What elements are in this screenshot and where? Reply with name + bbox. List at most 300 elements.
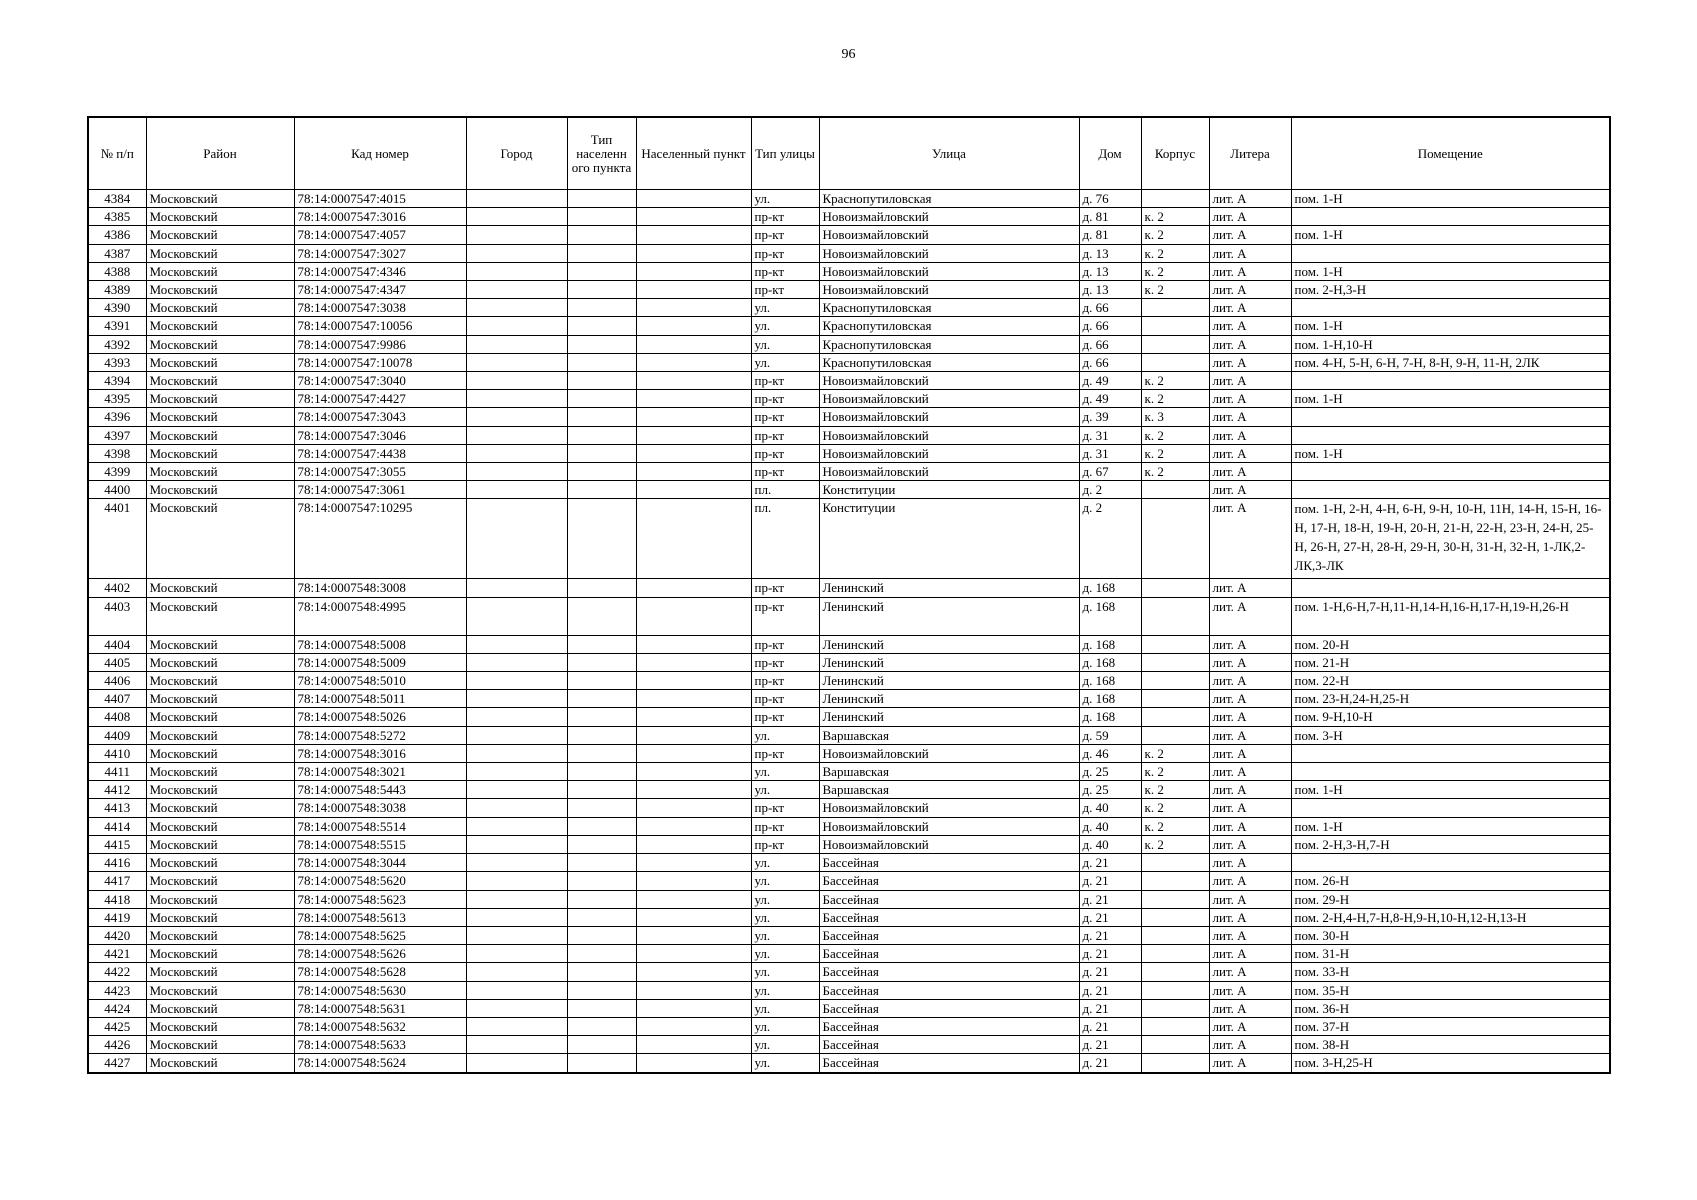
cell-settlement (636, 653, 751, 671)
cell-number: 4413 (88, 799, 146, 817)
cell-house: д. 76 (1079, 190, 1141, 208)
table-row (88, 1054, 1610, 1073)
cell-settlement (636, 579, 751, 597)
cell-district: Московский (146, 444, 294, 462)
cell-street-type: ул. (751, 1017, 819, 1035)
cell-settlement (636, 597, 751, 635)
cell-city (466, 579, 567, 597)
header-letter: Литера (1209, 117, 1291, 190)
table-row (88, 999, 1610, 1017)
cell-city (466, 744, 567, 762)
cell-city (466, 335, 567, 353)
cell-street-type: пр-кт (751, 635, 819, 653)
cell-number: 4384 (88, 190, 146, 208)
cell-city (466, 726, 567, 744)
cell-premises: пом. 2-Н,3-Н (1291, 281, 1610, 299)
cell-premises: пом. 26-Н (1291, 872, 1610, 890)
cell-premises: пом. 1-Н,6-Н,7-Н,11-Н,14-Н,16-Н,17-Н,19-Н,26-Н (1291, 597, 1610, 635)
cell-house: д. 67 (1079, 463, 1141, 481)
cell-district: Московский (146, 372, 294, 390)
header-cadastral-number: Кад номер (294, 117, 466, 190)
cell-letter: лит. А (1209, 597, 1291, 635)
cell-city (466, 597, 567, 635)
cell-number: 4402 (88, 579, 146, 597)
cell-street: Бассейная (819, 981, 1079, 999)
cell-city (466, 635, 567, 653)
cell-settlement (636, 226, 751, 244)
cell-premises: пом. 1-Н (1291, 190, 1610, 208)
cell-letter: лит. А (1209, 981, 1291, 999)
header-settlement-type: Тип населенн ого пункта (567, 117, 636, 190)
cell-city (466, 281, 567, 299)
cell-number: 4400 (88, 481, 146, 499)
cell-house: д. 46 (1079, 744, 1141, 762)
cell-settlement-type (567, 463, 636, 481)
cell-street: Новоизмайловский (819, 835, 1079, 853)
cell-street-type: ул. (751, 1036, 819, 1054)
cell-street-type: пр-кт (751, 408, 819, 426)
cell-building (1141, 926, 1209, 944)
cell-premises: пом. 21-Н (1291, 653, 1610, 671)
cell-number: 4423 (88, 981, 146, 999)
cell-letter: лит. А (1209, 1017, 1291, 1035)
cell-settlement-type (567, 226, 636, 244)
cell-city (466, 262, 567, 280)
cell-premises (1291, 299, 1610, 317)
cell-street-type: пр-кт (751, 579, 819, 597)
cell-settlement (636, 926, 751, 944)
cell-premises: пом. 1-Н,10-Н (1291, 335, 1610, 353)
cell-number: 4417 (88, 872, 146, 890)
cell-city (466, 799, 567, 817)
cell-street: Бассейная (819, 1017, 1079, 1035)
cell-premises (1291, 426, 1610, 444)
cell-street: Краснопутиловская (819, 353, 1079, 371)
cell-street-type: пл. (751, 481, 819, 499)
table-row (88, 963, 1610, 981)
cell-street-type: ул. (751, 945, 819, 963)
cell-number: 4422 (88, 963, 146, 981)
table-row (88, 1036, 1610, 1054)
cell-number: 4412 (88, 781, 146, 799)
cell-cadastral-number: 78:14:0007548:5624 (294, 1054, 466, 1073)
cell-cadastral-number: 78:14:0007548:5008 (294, 635, 466, 653)
cell-building (1141, 635, 1209, 653)
cell-settlement (636, 444, 751, 462)
cell-letter: лит. А (1209, 690, 1291, 708)
cell-building (1141, 597, 1209, 635)
cell-district: Московский (146, 190, 294, 208)
cell-street: Бассейная (819, 999, 1079, 1017)
cell-street-type: ул. (751, 353, 819, 371)
cell-settlement-type (567, 408, 636, 426)
cell-settlement-type (567, 244, 636, 262)
cell-number: 4398 (88, 444, 146, 462)
cell-number: 4386 (88, 226, 146, 244)
cell-street: Ленинский (819, 708, 1079, 726)
table-row (88, 945, 1610, 963)
cell-city (466, 763, 567, 781)
cell-cadastral-number: 78:14:0007548:5613 (294, 908, 466, 926)
cell-house: д. 21 (1079, 908, 1141, 926)
cell-city (466, 908, 567, 926)
cell-city (466, 190, 567, 208)
cell-street-type: пр-кт (751, 463, 819, 481)
cell-settlement (636, 744, 751, 762)
cell-house: д. 168 (1079, 579, 1141, 597)
cell-letter: лит. А (1209, 481, 1291, 499)
cell-district: Московский (146, 1017, 294, 1035)
cell-street: Бассейная (819, 963, 1079, 981)
cell-building (1141, 999, 1209, 1017)
cell-settlement (636, 244, 751, 262)
cell-district: Московский (146, 481, 294, 499)
cell-building: к. 2 (1141, 426, 1209, 444)
cell-building (1141, 653, 1209, 671)
table-row (88, 317, 1610, 335)
cell-premises (1291, 408, 1610, 426)
cell-settlement-type (567, 1017, 636, 1035)
cell-city (466, 299, 567, 317)
cell-house: д. 66 (1079, 317, 1141, 335)
cell-letter: лит. А (1209, 579, 1291, 597)
cell-settlement-type (567, 1036, 636, 1054)
cell-premises: пом. 30-Н (1291, 926, 1610, 944)
header-city: Город (466, 117, 567, 190)
cell-number: 4393 (88, 353, 146, 371)
cell-street-type: пр-кт (751, 426, 819, 444)
cell-letter: лит. А (1209, 281, 1291, 299)
cell-district: Московский (146, 690, 294, 708)
cell-settlement-type (567, 1054, 636, 1073)
cell-house: д. 13 (1079, 262, 1141, 280)
cell-district: Московский (146, 854, 294, 872)
table-row (88, 708, 1610, 726)
cell-house: д. 21 (1079, 872, 1141, 890)
cell-letter: лит. А (1209, 353, 1291, 371)
cell-house: д. 21 (1079, 926, 1141, 944)
cell-district: Московский (146, 244, 294, 262)
cell-house: д. 81 (1079, 226, 1141, 244)
cell-building (1141, 299, 1209, 317)
cell-district: Московский (146, 945, 294, 963)
cell-cadastral-number: 78:14:0007548:5514 (294, 817, 466, 835)
table-row (88, 499, 1610, 579)
cell-street: Варшавская (819, 781, 1079, 799)
cell-letter: лит. А (1209, 872, 1291, 890)
cell-district: Московский (146, 908, 294, 926)
cell-settlement (636, 726, 751, 744)
cell-district: Московский (146, 317, 294, 335)
cell-number: 4411 (88, 763, 146, 781)
cell-cadastral-number: 78:14:0007548:5628 (294, 963, 466, 981)
cell-number: 4409 (88, 726, 146, 744)
cell-settlement-type (567, 690, 636, 708)
cell-house: д. 40 (1079, 835, 1141, 853)
cell-house: д. 168 (1079, 635, 1141, 653)
cell-building (1141, 854, 1209, 872)
cell-city (466, 708, 567, 726)
cell-building: к. 3 (1141, 408, 1209, 426)
cell-house: д. 21 (1079, 963, 1141, 981)
cell-number: 4410 (88, 744, 146, 762)
cell-premises (1291, 372, 1610, 390)
cell-street-type: пр-кт (751, 817, 819, 835)
cell-number: 4406 (88, 672, 146, 690)
cell-settlement-type (567, 763, 636, 781)
table-row (88, 744, 1610, 762)
table-row (88, 444, 1610, 462)
cell-settlement-type (567, 597, 636, 635)
cell-street-type: ул. (751, 981, 819, 999)
cell-street-type: ул. (751, 908, 819, 926)
cell-premises: пом. 1-Н (1291, 781, 1610, 799)
cell-building (1141, 890, 1209, 908)
cell-street: Краснопутиловская (819, 190, 1079, 208)
cell-street: Новоизмайловский (819, 262, 1079, 280)
cell-building (1141, 672, 1209, 690)
cell-cadastral-number: 78:14:0007547:4057 (294, 226, 466, 244)
cell-city (466, 817, 567, 835)
cell-premises: пом. 1-Н (1291, 317, 1610, 335)
cell-cadastral-number: 78:14:0007548:5632 (294, 1017, 466, 1035)
table-row (88, 335, 1610, 353)
cell-premises: пом. 3-Н (1291, 726, 1610, 744)
cell-premises: пом. 4-Н, 5-Н, 6-Н, 7-Н, 8-Н, 9-Н, 11-Н, 2ЛК (1291, 353, 1610, 371)
cell-street: Бассейная (819, 926, 1079, 944)
cell-letter: лит. А (1209, 835, 1291, 853)
cell-city (466, 317, 567, 335)
cell-street-type: пр-кт (751, 690, 819, 708)
cell-settlement-type (567, 353, 636, 371)
table-row (88, 981, 1610, 999)
cell-premises: пом. 23-Н,24-Н,25-Н (1291, 690, 1610, 708)
cell-house: д. 2 (1079, 481, 1141, 499)
cell-district: Московский (146, 597, 294, 635)
cell-building: к. 2 (1141, 262, 1209, 280)
cell-district: Московский (146, 463, 294, 481)
cell-district: Московский (146, 1036, 294, 1054)
cell-number: 4399 (88, 463, 146, 481)
cell-street: Варшавская (819, 763, 1079, 781)
cell-cadastral-number: 78:14:0007548:5443 (294, 781, 466, 799)
cell-cadastral-number: 78:14:0007547:4346 (294, 262, 466, 280)
cell-number: 4401 (88, 499, 146, 579)
cell-house: д. 13 (1079, 281, 1141, 299)
cell-street-type: ул. (751, 726, 819, 744)
cell-letter: лит. А (1209, 653, 1291, 671)
cell-street: Новоизмайловский (819, 744, 1079, 762)
cell-cadastral-number: 78:14:0007548:5515 (294, 835, 466, 853)
cell-number: 4405 (88, 653, 146, 671)
cell-district: Московский (146, 999, 294, 1017)
cell-letter: лит. А (1209, 726, 1291, 744)
cell-city (466, 463, 567, 481)
cell-cadastral-number: 78:14:0007547:3055 (294, 463, 466, 481)
cell-city (466, 499, 567, 579)
cell-letter: лит. А (1209, 799, 1291, 817)
cell-district: Московский (146, 672, 294, 690)
cell-district: Московский (146, 799, 294, 817)
cell-settlement-type (567, 499, 636, 579)
cell-street-type: пр-кт (751, 597, 819, 635)
cell-letter: лит. А (1209, 908, 1291, 926)
cell-street: Новоизмайловский (819, 817, 1079, 835)
cell-settlement-type (567, 372, 636, 390)
header-number: № п/п (88, 117, 146, 190)
cell-number: 4404 (88, 635, 146, 653)
cell-settlement (636, 335, 751, 353)
cell-settlement (636, 708, 751, 726)
cell-city (466, 1017, 567, 1035)
cell-settlement (636, 317, 751, 335)
cell-settlement (636, 981, 751, 999)
cell-settlement (636, 635, 751, 653)
cell-building (1141, 690, 1209, 708)
cell-settlement-type (567, 653, 636, 671)
cell-house: д. 25 (1079, 763, 1141, 781)
cell-cadastral-number: 78:14:0007547:10295 (294, 499, 466, 579)
cell-district: Московский (146, 390, 294, 408)
cell-house: д. 13 (1079, 244, 1141, 262)
cell-settlement-type (567, 890, 636, 908)
cell-street: Новоизмайловский (819, 226, 1079, 244)
cell-settlement (636, 426, 751, 444)
cell-street: Бассейная (819, 890, 1079, 908)
cell-letter: лит. А (1209, 890, 1291, 908)
cell-number: 4385 (88, 208, 146, 226)
cell-building (1141, 579, 1209, 597)
cell-cadastral-number: 78:14:0007548:5633 (294, 1036, 466, 1054)
cell-city (466, 426, 567, 444)
cell-house: д. 21 (1079, 945, 1141, 963)
cell-street-type: пл. (751, 499, 819, 579)
cell-building: к. 2 (1141, 208, 1209, 226)
cell-settlement (636, 945, 751, 963)
table-row (88, 426, 1610, 444)
cell-district: Московский (146, 299, 294, 317)
cell-district: Московский (146, 963, 294, 981)
cell-settlement (636, 763, 751, 781)
cell-district: Московский (146, 281, 294, 299)
cell-house: д. 168 (1079, 597, 1141, 635)
cell-settlement (636, 672, 751, 690)
table-row (88, 372, 1610, 390)
cell-district: Московский (146, 335, 294, 353)
cell-cadastral-number: 78:14:0007548:5623 (294, 890, 466, 908)
cell-house: д. 39 (1079, 408, 1141, 426)
cell-settlement-type (567, 981, 636, 999)
cell-street-type: ул. (751, 335, 819, 353)
cell-cadastral-number: 78:14:0007547:3046 (294, 426, 466, 444)
cell-settlement-type (567, 908, 636, 926)
cell-building: к. 2 (1141, 781, 1209, 799)
cell-city (466, 999, 567, 1017)
cell-district: Московский (146, 835, 294, 853)
cell-street: Краснопутиловская (819, 335, 1079, 353)
table-row (88, 854, 1610, 872)
cell-street-type: ул. (751, 781, 819, 799)
cell-district: Московский (146, 872, 294, 890)
cell-district: Московский (146, 890, 294, 908)
cell-building (1141, 353, 1209, 371)
table-row (88, 926, 1610, 944)
cell-settlement-type (567, 963, 636, 981)
cell-street-type: ул. (751, 1054, 819, 1073)
cell-letter: лит. А (1209, 635, 1291, 653)
cell-city (466, 835, 567, 853)
cell-district: Московский (146, 499, 294, 579)
table-row (88, 390, 1610, 408)
cell-settlement (636, 854, 751, 872)
cell-premises: пом. 1-Н (1291, 817, 1610, 835)
cell-number: 4395 (88, 390, 146, 408)
cell-building (1141, 708, 1209, 726)
cell-building: к. 2 (1141, 463, 1209, 481)
cell-district: Московский (146, 926, 294, 944)
cell-street: Варшавская (819, 726, 1079, 744)
cell-settlement (636, 208, 751, 226)
cell-street: Ленинский (819, 635, 1079, 653)
cell-house: д. 168 (1079, 690, 1141, 708)
cell-premises: пом. 20-Н (1291, 635, 1610, 653)
cell-district: Московский (146, 781, 294, 799)
cell-settlement (636, 353, 751, 371)
cell-cadastral-number: 78:14:0007547:4438 (294, 444, 466, 462)
cell-cadastral-number: 78:14:0007548:5630 (294, 981, 466, 999)
cell-number: 4396 (88, 408, 146, 426)
cell-number: 4427 (88, 1054, 146, 1073)
cell-district: Московский (146, 763, 294, 781)
cell-settlement (636, 481, 751, 499)
cell-number: 4424 (88, 999, 146, 1017)
table-row (88, 763, 1610, 781)
cell-premises (1291, 579, 1610, 597)
cell-premises: пом. 37-Н (1291, 1017, 1610, 1035)
cell-letter: лит. А (1209, 463, 1291, 481)
table-body (88, 190, 1610, 1073)
cell-street: Бассейная (819, 872, 1079, 890)
cell-letter: лит. А (1209, 390, 1291, 408)
cell-letter: лит. А (1209, 926, 1291, 944)
table-row (88, 890, 1610, 908)
cell-district: Московский (146, 708, 294, 726)
cell-house: д. 25 (1079, 781, 1141, 799)
cell-cadastral-number: 78:14:0007548:5631 (294, 999, 466, 1017)
cell-street: Ленинский (819, 672, 1079, 690)
cell-house: д. 59 (1079, 726, 1141, 744)
cell-settlement (636, 281, 751, 299)
cell-settlement-type (567, 854, 636, 872)
cell-letter: лит. А (1209, 999, 1291, 1017)
cell-house: д. 66 (1079, 335, 1141, 353)
cell-letter: лит. А (1209, 372, 1291, 390)
cell-settlement-type (567, 262, 636, 280)
cell-street: Новоизмайловский (819, 426, 1079, 444)
cell-cadastral-number: 78:14:0007548:5026 (294, 708, 466, 726)
cell-street: Конституции (819, 481, 1079, 499)
cell-street-type: ул. (751, 890, 819, 908)
cell-settlement-type (567, 726, 636, 744)
cell-number: 4391 (88, 317, 146, 335)
cell-house: д. 21 (1079, 981, 1141, 999)
cell-letter: лит. А (1209, 444, 1291, 462)
cell-settlement-type (567, 926, 636, 944)
cell-letter: лит. А (1209, 208, 1291, 226)
cell-district: Московский (146, 635, 294, 653)
cell-district: Московский (146, 744, 294, 762)
table-row (88, 799, 1610, 817)
